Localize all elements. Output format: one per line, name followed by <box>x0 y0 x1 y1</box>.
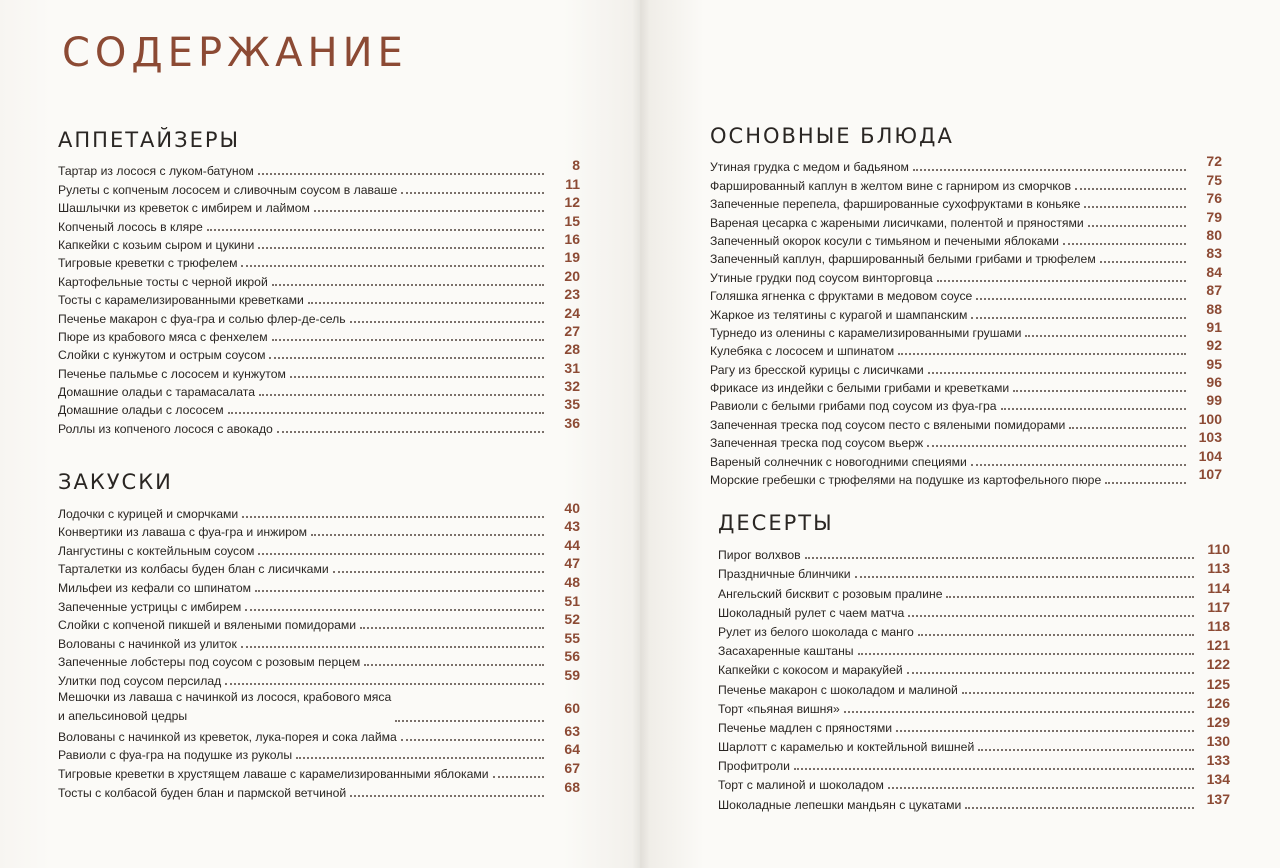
entry-title: Профитроли <box>718 759 790 774</box>
toc-entry[interactable] <box>58 741 580 763</box>
page-number: 110 <box>1207 541 1230 558</box>
entry-title: Запеченная треска под соусом вьерж <box>710 436 924 451</box>
dot-leader <box>965 807 1194 809</box>
dot-leader <box>971 317 1186 319</box>
page-number: 125 <box>1206 675 1230 692</box>
toc-entry[interactable] <box>58 212 580 234</box>
dot-leader <box>918 634 1194 636</box>
entry-title <box>58 688 395 725</box>
section-main-courses <box>710 124 1222 487</box>
dot-leader <box>1013 390 1186 392</box>
page-number: 133 <box>1206 752 1230 769</box>
dot-leader <box>1069 427 1186 429</box>
entry-title: Праздничные блинчики <box>718 567 851 582</box>
entry-title: Турнедо из оленины с карамелизированными грушами <box>710 325 1022 340</box>
dot-leader <box>913 169 1186 171</box>
entry-title: Запеченные лобстеры под соусом с розовым перцем <box>58 655 361 670</box>
toc-entry[interactable] <box>58 499 580 521</box>
dot-leader <box>360 627 544 629</box>
dot-leader <box>290 376 544 378</box>
dot-leader <box>255 590 544 592</box>
dot-leader <box>1084 206 1186 208</box>
entry-title: Пюре из крабового мяса с фенхелем <box>58 329 268 344</box>
page-number: 40 <box>564 499 580 516</box>
toc-entry[interactable] <box>58 194 580 216</box>
page-number: 118 <box>1207 617 1230 634</box>
entry-title: Тартар из лосося с луком-батуном <box>58 164 254 179</box>
page-number: 121 <box>1206 637 1230 654</box>
toc-entry[interactable] <box>710 392 1222 414</box>
toc-entry[interactable] <box>58 341 580 363</box>
entry-title: Рулет из белого шоколада с манго <box>718 624 914 639</box>
dot-leader <box>333 571 544 573</box>
entry-title: Тосты с карамелизированными креветками <box>58 293 304 308</box>
dot-leader <box>794 768 1194 770</box>
dot-leader <box>978 749 1194 751</box>
toc-entry[interactable] <box>710 447 1222 469</box>
dot-leader <box>207 229 544 231</box>
dot-leader <box>1001 408 1187 410</box>
page-number: 130 <box>1206 733 1230 750</box>
toc-entry[interactable] <box>718 639 1230 658</box>
entry-title: Картофельные тосты с черной икрой <box>58 274 268 289</box>
page-number: 114 <box>1207 579 1230 596</box>
entry-title: Тосты с колбасой буден блан и пармской ветчиной <box>58 785 347 800</box>
toc-entry[interactable] <box>718 792 1230 811</box>
dot-leader <box>314 210 544 212</box>
toc-entry[interactable] <box>718 562 1230 581</box>
toc-entry[interactable] <box>710 245 1222 267</box>
page-number: 84 <box>1206 263 1222 280</box>
entry-title: Запеченный окорок косули с тимьяном и печеными яблоками <box>710 233 1059 248</box>
page-number: 95 <box>1206 355 1222 372</box>
toc-entry[interactable] <box>710 429 1222 451</box>
page-number: 75 <box>1206 171 1222 188</box>
entry-title: Рагу из бресской курицы с лисичками <box>710 362 924 377</box>
toc-entry[interactable] <box>718 735 1230 754</box>
toc-entry[interactable] <box>58 688 580 725</box>
entry-title: Морские гребешки с трюфелями на подушке из картофельного пюре <box>710 473 1102 488</box>
page-number: 60 <box>564 700 580 717</box>
dot-leader <box>927 445 1186 447</box>
entry-title: Запеченные устрицы с имбирем <box>58 599 242 614</box>
entry-title: Лангустины с коктейльным соусом <box>58 543 255 558</box>
toc-entry[interactable] <box>58 666 580 688</box>
page-number: 48 <box>564 573 580 590</box>
dot-leader <box>937 280 1186 282</box>
entry-title: Вареный солнечник с новогодними специями <box>710 454 967 469</box>
dot-leader <box>858 653 1194 655</box>
toc-entry[interactable] <box>58 267 580 289</box>
toc-entry[interactable] <box>718 581 1230 600</box>
page-number: 92 <box>1206 337 1222 354</box>
entry-title: Жаркое из телятины с курагой и шампанским <box>710 307 968 322</box>
dot-leader <box>258 173 544 175</box>
page-number: 19 <box>564 249 580 266</box>
dot-leader <box>1075 188 1186 190</box>
toc-entry[interactable] <box>58 378 580 400</box>
dot-leader <box>962 692 1194 694</box>
toc-entry[interactable] <box>58 230 580 252</box>
dot-leader <box>258 247 544 249</box>
dot-leader <box>350 321 544 323</box>
page-number: 137 <box>1206 790 1230 807</box>
entry-title: Равиоли с фуа-гра на подушке из руколы <box>58 748 293 763</box>
entry-title: Торт с малиной и шоколадом <box>718 778 884 793</box>
dot-leader <box>1025 335 1186 337</box>
page-number: 72 <box>1206 153 1222 170</box>
entry-title: Тигровые креветки в хрустящем лаваше с карамелизированными яблоками <box>58 766 489 781</box>
entry-title: Торт «пьяная вишня» <box>718 701 840 716</box>
book-gutter <box>632 0 650 868</box>
page-number: 76 <box>1206 190 1222 207</box>
section-desserts <box>718 511 1230 812</box>
entry-title: Печенье макарон с фуа-гра и солью флер-де-сель <box>58 311 346 326</box>
section-heading: АППЕТАЙЗЕРЫ <box>58 128 241 152</box>
toc-entry[interactable] <box>718 598 1230 620</box>
toc-entry[interactable] <box>58 778 580 800</box>
section-heading: ЗАКУСКИ <box>58 470 173 494</box>
toc-entry[interactable] <box>718 713 1230 735</box>
dot-leader <box>241 646 544 648</box>
entry-title: Слойки с копченой пикшей и вялеными помидорами <box>58 618 357 633</box>
page-number: 129 <box>1206 713 1230 730</box>
entry-title: Запеченная треска под соусом песто с вялеными помидорами <box>710 417 1066 432</box>
toc-entry[interactable] <box>58 592 580 614</box>
entry-title-line1: Мешочки из лаваша с начинкой из лосося, крабового мяса <box>58 689 392 704</box>
toc-entry[interactable] <box>710 190 1222 212</box>
dot-leader <box>907 672 1194 674</box>
dot-leader <box>855 576 1194 578</box>
entry-title: Капкейки с козьим сыром и цукини <box>58 237 255 252</box>
page-number: 79 <box>1206 208 1222 225</box>
dot-leader <box>308 302 544 304</box>
dot-leader <box>493 776 544 778</box>
page-number: 91 <box>1206 318 1222 335</box>
dot-leader <box>311 534 544 536</box>
section-appetizers <box>58 128 580 436</box>
page-number: 27 <box>564 322 580 339</box>
page-number: 99 <box>1206 392 1222 409</box>
page-number: 67 <box>564 759 580 776</box>
entry-title: Утиные грудки под соусом винторговца <box>710 270 933 285</box>
entry-title: Тигровые креветки с трюфелем <box>58 256 238 271</box>
entry-title: Запеченные перепела, фаршированные сухофруктами в коньяке <box>710 197 1081 212</box>
page-number: 122 <box>1206 656 1230 673</box>
toc-entry[interactable] <box>718 754 1230 773</box>
dot-leader <box>898 353 1186 355</box>
entry-title: Тарталетки из колбасы буден блан с лисичками <box>58 562 329 577</box>
toc-entry[interactable] <box>718 773 1230 792</box>
page-number: 20 <box>564 267 580 284</box>
page-number: 56 <box>564 648 580 665</box>
entry-title: Слойки с кунжутом и острым соусом <box>58 348 266 363</box>
dot-leader <box>1088 225 1186 227</box>
entry-title: Мильфеи из кефали со шпинатом <box>58 580 251 595</box>
dot-leader <box>277 431 544 433</box>
toc-entry[interactable] <box>58 396 580 418</box>
dot-leader <box>228 412 544 414</box>
dot-leader <box>245 609 544 611</box>
page-number: 83 <box>1206 245 1222 262</box>
entry-title: Пирог волхвов <box>718 548 801 563</box>
entry-title: Волованы с начинкой из креветок, лука-порея и сока лайма <box>58 729 397 744</box>
toc-entry[interactable] <box>58 286 580 308</box>
page-number: 59 <box>564 666 580 683</box>
toc-entry[interactable] <box>58 573 580 595</box>
dot-leader <box>296 757 544 759</box>
page-number: 23 <box>564 286 580 303</box>
dot-leader <box>1100 261 1186 263</box>
page-number: 96 <box>1206 374 1222 391</box>
page-number: 104 <box>1198 447 1222 464</box>
toc-entry[interactable] <box>710 318 1222 340</box>
page-number: 103 <box>1198 429 1222 446</box>
page-number: 107 <box>1198 466 1222 483</box>
page-number: 51 <box>564 592 580 609</box>
entry-title: Шоколадный рулет с чаем матча <box>718 605 905 620</box>
toc-entry[interactable] <box>718 658 1230 677</box>
toc-entry[interactable] <box>710 153 1222 175</box>
entry-title: Утиная грудка с медом и бадьяном <box>710 160 909 175</box>
entry-title: Домашние оладьи с тарамасалата <box>58 385 255 400</box>
toc-entry[interactable] <box>718 694 1230 716</box>
toc-entry[interactable] <box>710 208 1222 230</box>
page-number: 12 <box>564 194 580 211</box>
page-number: 24 <box>564 304 580 321</box>
toc-entry[interactable] <box>710 466 1222 488</box>
toc-entry[interactable] <box>58 536 580 558</box>
page-number: 117 <box>1207 598 1230 615</box>
page-number: 32 <box>564 378 580 395</box>
toc-entry[interactable] <box>710 263 1222 285</box>
toc-entry[interactable] <box>58 555 580 577</box>
page-number: 134 <box>1206 771 1230 788</box>
dot-leader <box>272 339 544 341</box>
entry-title: Роллы из копченого лосося с авокадо <box>58 421 273 436</box>
dot-leader <box>1105 482 1186 484</box>
toc-entry[interactable] <box>710 282 1222 304</box>
entry-title: Равиоли с белыми грибами под соусом из фуа-гра <box>710 399 997 414</box>
dot-leader <box>888 787 1194 789</box>
dot-leader <box>805 557 1194 559</box>
dot-leader <box>272 284 544 286</box>
page-number: 16 <box>564 230 580 247</box>
dot-leader <box>241 265 544 267</box>
dot-leader <box>364 664 544 666</box>
page-number: 43 <box>564 518 580 535</box>
entry-title: Улитки под соусом персилад <box>58 673 222 688</box>
entry-title: Копченый лосось в кляре <box>58 219 203 234</box>
page-number: 8 <box>572 157 580 174</box>
toc-entry[interactable] <box>710 226 1222 248</box>
entry-title: Рулеты с копченым лососем и сливочным соусом в лаваше <box>58 182 398 197</box>
page-number: 80 <box>1206 226 1222 243</box>
entry-title: Печенье пальмье с лососем и кунжутом <box>58 366 286 381</box>
page-number: 100 <box>1198 410 1222 427</box>
page-number: 36 <box>564 414 580 431</box>
page-number: 28 <box>564 341 580 358</box>
toc-entry[interactable] <box>710 337 1222 359</box>
entry-title: Печенье макарон с шоколадом и малиной <box>718 682 958 697</box>
page-number: 63 <box>564 722 580 739</box>
toc-entry[interactable] <box>718 617 1230 639</box>
entry-title: Ангельский бисквит с розовым пралине <box>718 586 943 601</box>
toc-entry[interactable] <box>710 410 1222 432</box>
dot-leader <box>928 372 1186 374</box>
page-number: 68 <box>564 778 580 795</box>
page-number: 31 <box>564 359 580 376</box>
toc-entry[interactable] <box>58 414 580 436</box>
toc-entry[interactable] <box>58 648 580 670</box>
page-number: 64 <box>564 741 580 758</box>
toc-entry[interactable] <box>710 355 1222 377</box>
dot-leader <box>258 553 544 555</box>
dot-leader <box>1063 243 1186 245</box>
page-number: 88 <box>1206 300 1222 317</box>
toc-entry[interactable] <box>58 611 580 633</box>
dot-leader <box>401 192 544 194</box>
dot-leader <box>946 596 1194 598</box>
entry-title: Печенье мадлен с пряностями <box>718 720 893 735</box>
entry-title: Шарлотт с карамелью и коктейльной вишней <box>718 740 975 755</box>
dot-leader <box>896 730 1194 732</box>
dot-leader <box>395 720 544 722</box>
page-number: 52 <box>564 611 580 628</box>
entry-title: Засахаренные каштаны <box>718 644 854 659</box>
dot-leader <box>350 795 544 797</box>
page-number: 87 <box>1206 282 1222 299</box>
toc-entry[interactable] <box>58 322 580 344</box>
toc-entry[interactable] <box>58 359 580 381</box>
toc-entry[interactable] <box>58 629 580 651</box>
toc-entry[interactable] <box>710 300 1222 322</box>
toc-entry[interactable] <box>710 171 1222 193</box>
dot-leader <box>908 615 1194 617</box>
entry-title: Конвертики из лаваша с фуа-гра и инжиром <box>58 525 308 540</box>
entry-title: Домашние оладьи с лососем <box>58 403 224 418</box>
toc-entry[interactable] <box>58 518 580 540</box>
entry-title: Кулебяка с лососем и шпинатом <box>710 344 895 359</box>
dot-leader <box>242 516 544 518</box>
section-starters <box>58 470 580 800</box>
toc-entry[interactable] <box>58 304 580 326</box>
entry-title: Лодочки с курицей и сморчками <box>58 506 239 521</box>
section-heading: ОСНОВНЫЕ БЛЮДА <box>710 124 954 148</box>
page-number: 126 <box>1206 694 1230 711</box>
dot-leader <box>269 357 544 359</box>
entry-title: Капкейки с кокосом и маракуйей <box>718 663 903 678</box>
page-title: СОДЕРЖАНИЕ <box>62 30 408 76</box>
entry-title-line2: и апельсиновой цедры <box>58 708 188 723</box>
page-number: 35 <box>564 396 580 413</box>
toc-entry[interactable] <box>58 157 580 179</box>
toc-entry[interactable] <box>718 677 1230 696</box>
dot-leader <box>401 739 544 741</box>
entry-title: Вареная цесарка с жареными лисичками, полентой и пряностями <box>710 215 1084 230</box>
toc-entry[interactable] <box>718 543 1230 562</box>
page-number: 47 <box>564 555 580 572</box>
dot-leader <box>971 464 1186 466</box>
dot-leader <box>844 711 1194 713</box>
page-number: 11 <box>565 175 580 192</box>
entry-title: Шоколадные лепешки мандьян с цукатами <box>718 797 962 812</box>
toc-entry[interactable] <box>58 722 580 744</box>
toc-entry[interactable] <box>58 759 580 781</box>
entry-title: Голяшка ягненка с фруктами в медовом соусе <box>710 289 973 304</box>
page-number: 15 <box>564 212 580 229</box>
dot-leader <box>259 394 544 396</box>
entry-title: Волованы с начинкой из улиток <box>58 636 237 651</box>
entry-title: Фаршированный каплун в желтом вине с гарниром из сморчков <box>710 178 1072 193</box>
entry-title: Шашлычки из креветок с имбирем и лаймом <box>58 201 310 216</box>
page-number: 44 <box>564 536 580 553</box>
section-heading: ДЕСЕРТЫ <box>718 511 834 535</box>
dot-leader <box>225 683 544 685</box>
entry-title: Фрикасе из индейки с белыми грибами и креветками <box>710 381 1010 396</box>
toc-entry[interactable] <box>58 249 580 271</box>
entry-title: Запеченный каплун, фаршированный белыми грибами и трюфелем <box>710 252 1096 267</box>
page-number: 55 <box>564 629 580 646</box>
dot-leader <box>976 298 1186 300</box>
toc-entry[interactable] <box>58 175 580 197</box>
toc-entry[interactable] <box>710 374 1222 396</box>
page-number: 113 <box>1207 560 1230 577</box>
